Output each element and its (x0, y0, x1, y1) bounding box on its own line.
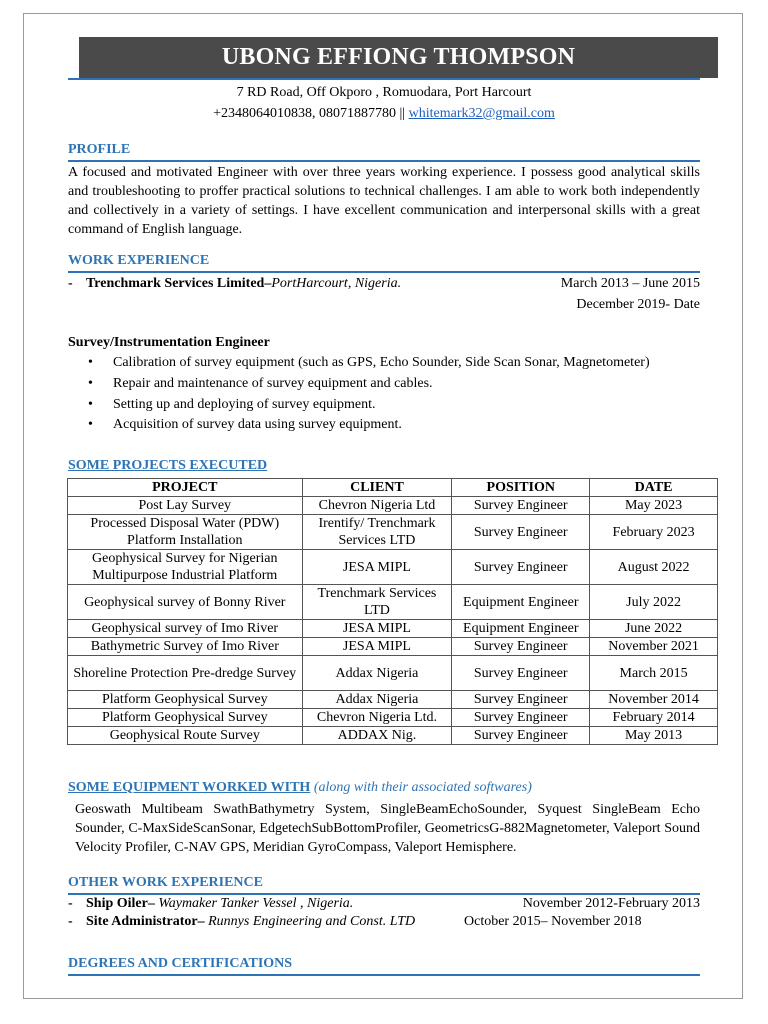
table-cell: Geophysical survey of Imo River (68, 620, 303, 638)
degrees-heading: DEGREES AND CERTIFICATIONS (68, 956, 293, 971)
column-header: POSITION (452, 479, 590, 497)
table-row (68, 550, 718, 585)
column-header: PROJECT (68, 479, 303, 497)
work-location: PortHarcourt, Nigeria. (271, 276, 402, 291)
table-row (68, 638, 718, 656)
other-work-rule (68, 893, 700, 895)
table-cell: Trenchmark Services LTD (302, 585, 452, 620)
table-cell: March 2015 (590, 656, 718, 691)
projects-heading: SOME PROJECTS EXECUTED (68, 458, 268, 473)
table-cell: Equipment Engineer (452, 620, 590, 638)
work-bullet: • Calibration of survey equipment (such as GPS, Echo Sounder, Side Scan Sonar, Magnetometer) (88, 355, 650, 370)
table-cell: Chevron Nigeria Ltd (302, 497, 452, 515)
table-row (68, 497, 718, 515)
table-cell: Survey Engineer (452, 727, 590, 745)
address: 7 RD Road, Off Okporo , Romuodara, Port Harcourt (236, 85, 532, 100)
projects-table (67, 478, 718, 745)
table-row (68, 515, 718, 550)
table-row (68, 620, 718, 638)
table-header-row (68, 479, 718, 497)
table-cell: Bathymetric Survey of Imo River (68, 638, 303, 656)
table-cell: ADDAX Nig. (302, 727, 452, 745)
table-cell: Survey Engineer (452, 497, 590, 515)
profile-heading: PROFILE (68, 142, 131, 157)
table-cell: May 2023 (590, 497, 718, 515)
contact-line (68, 106, 700, 122)
table-row (68, 709, 718, 727)
table-cell: August 2022 (590, 550, 718, 585)
table-row (68, 585, 718, 620)
work-heading: WORK EXPERIENCE (68, 253, 210, 268)
table-cell: July 2022 (590, 585, 718, 620)
other-work-date: November 2012-February 2013 (522, 896, 700, 911)
table-cell: Survey Engineer (452, 691, 590, 709)
other-work-date: October 2015– November 2018 (464, 914, 642, 929)
work-bullet: • Acquisition of survey data using survey equipment. (88, 417, 402, 432)
table-row (68, 656, 718, 691)
column-header: DATE (590, 479, 718, 497)
work-bullet: • Repair and maintenance of survey equipment and cables. (88, 376, 433, 391)
table-cell: JESA MIPL (302, 550, 452, 585)
table-row (68, 727, 718, 745)
work-company: Trenchmark Services Limited– (86, 276, 272, 291)
table-cell: Chevron Nigeria Ltd. (302, 709, 452, 727)
table-cell: Post Lay Survey (68, 497, 303, 515)
table-cell: JESA MIPL (302, 638, 452, 656)
table-cell: Survey Engineer (452, 656, 590, 691)
work-date-2: December 2019- Date (576, 297, 700, 312)
table-cell: May 2013 (590, 727, 718, 745)
other-work-item: - Site Administrator– Runnys Engineering and Const. LTD (68, 914, 416, 929)
work-bullet: • Setting up and deploying of survey equipment. (88, 397, 376, 412)
work-rule (68, 271, 700, 273)
table-cell: June 2022 (590, 620, 718, 638)
equipment-text: Geoswath Multibeam SwathBathymetry System, SingleBeamEchoSounder, Syquest SingleBeam Echo Sounder, C-MaxSideScanSonar, EdgetechSubBottomProfiler, GeometricsG-882Magnetometer, Valeport Sound Velocity Profiler, C-NAV GPS, Meridian GyroCompass, Valeport Hemisphere. (75, 802, 700, 855)
table-cell: Addax Nigeria (302, 691, 452, 709)
table-cell: Irentify/ Trenchmark Services LTD (302, 515, 452, 550)
work-dash: - (68, 276, 73, 291)
table-cell: Survey Engineer (452, 550, 590, 585)
table-cell: Survey Engineer (452, 515, 590, 550)
table-cell: Survey Engineer (452, 709, 590, 727)
degrees-rule (68, 974, 700, 976)
table-cell: February 2023 (590, 515, 718, 550)
table-cell: November 2014 (590, 691, 718, 709)
table-cell: Survey Engineer (452, 638, 590, 656)
table-cell: Addax Nigeria (302, 656, 452, 691)
other-work-heading: OTHER WORK EXPERIENCE (68, 875, 263, 890)
column-header: CLIENT (302, 479, 452, 497)
other-work-item: - Ship Oiler– Waymaker Tanker Vessel , Nigeria. (68, 896, 354, 911)
email-link[interactable]: whitemark32@gmail.com (408, 106, 555, 121)
equipment-heading: SOME EQUIPMENT WORKED WITH (68, 780, 311, 795)
table-cell: Geophysical survey of Bonny River (68, 585, 303, 620)
table-cell: JESA MIPL (302, 620, 452, 638)
name-banner: UBONG EFFIONG THOMPSON (79, 37, 718, 78)
table-cell: November 2021 (590, 638, 718, 656)
header-rule (68, 78, 700, 80)
profile-rule (68, 160, 700, 162)
profile-text: A focused and motivated Engineer with over three years working experience. I possess good analytical skills and troubleshooting to proffer practical solutions to technical challenges. I am able to work both independently and collectively in a variety of settings. I have excellent communication and interpersonal skills with a great command of English language. (68, 165, 700, 237)
table-cell: Equipment Engineer (452, 585, 590, 620)
table-row (68, 691, 718, 709)
table-cell: Geophysical Route Survey (68, 727, 303, 745)
work-role: Survey/Instrumentation Engineer (68, 335, 270, 350)
equipment-subheading: (along with their associated softwares) (313, 780, 532, 795)
equipment-heading-line (68, 780, 532, 796)
table-cell: Platform Geophysical Survey (68, 709, 303, 727)
table-cell: Geophysical Survey for Nigerian Multipurpose Industrial Platform (68, 550, 303, 585)
table-cell: February 2014 (590, 709, 718, 727)
table-cell: Processed Disposal Water (PDW) Platform Installation (68, 515, 303, 550)
phone-numbers: +2348064010838, 08071887780 || (213, 106, 406, 121)
work-date-1: March 2013 – June 2015 (560, 276, 700, 291)
table-cell: Platform Geophysical Survey (68, 691, 303, 709)
table-cell: Shoreline Protection Pre-dredge Survey (68, 656, 303, 691)
